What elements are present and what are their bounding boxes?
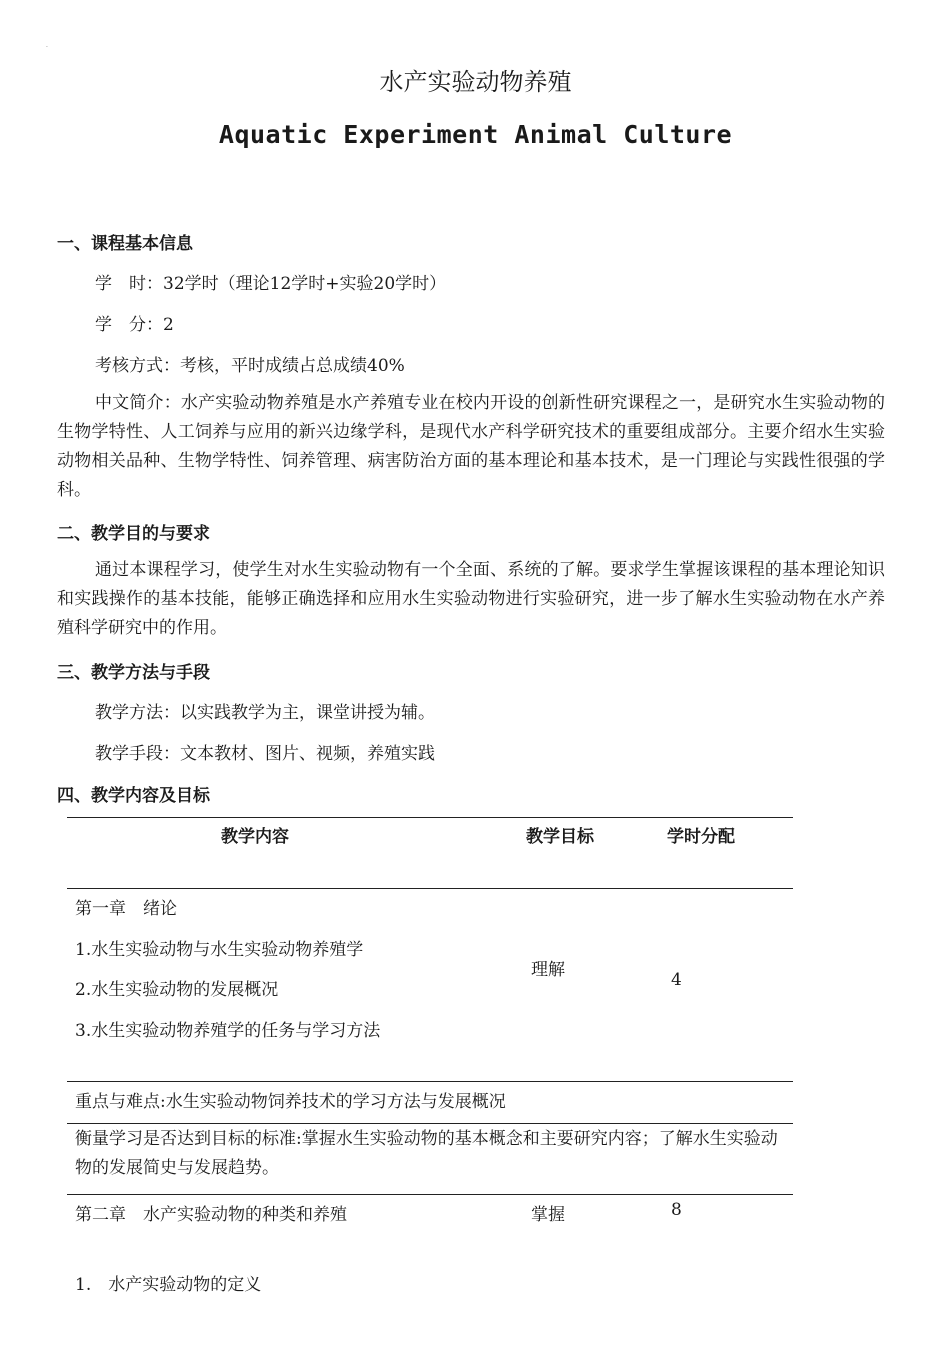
chapter1-title: 第一章 绪论 <box>75 899 177 919</box>
chapter1-item: 3.水生实验动物养殖学的任务与学习方法 <box>75 1021 381 1041</box>
header-content: 教学内容 <box>221 827 289 847</box>
chapter1-key-points: 重点与难点:水生实验动物饲养技术的学习方法与发展概况 <box>75 1092 506 1112</box>
table-row-rule <box>67 1123 793 1124</box>
table-row-rule <box>67 1081 793 1082</box>
teaching-method: 教学方法：以实践教学为主，课堂讲授为辅。 <box>95 703 435 723</box>
page-mark: · <box>46 44 48 51</box>
chapter2-item: 1. 水产实验动物的定义 <box>75 1275 262 1295</box>
chapter2-hours: 8 <box>671 1200 682 1220</box>
section-heading-content: 四、教学内容及目标 <box>57 786 210 806</box>
header-hours: 学时分配 <box>667 827 735 847</box>
section-heading-methods: 三、教学方法与手段 <box>57 663 210 683</box>
chapter2-title: 第二章 水产实验动物的种类和养殖 <box>75 1205 347 1225</box>
objectives-body: 通过本课程学习，使学生对水生实验动物有一个全面、系统的了解。要求学生掌握该课程的基本理论知识和实践操作的基本技能，能够正确选择和应用水生实验动物进行实验研究，进一步了解水生实验动物在水产养殖科学研究中的作用。 <box>57 560 885 638</box>
chapter1-item: 2.水生实验动物的发展概况 <box>75 980 279 1000</box>
course-assessment: 考核方式：考核，平时成绩占总成绩40% <box>95 356 405 376</box>
page-title-english: Aquatic Experiment Animal Culture <box>218 120 733 149</box>
teaching-means: 教学手段：文本教材、图片、视频，养殖实践 <box>95 744 435 764</box>
table-header-rule <box>67 888 793 889</box>
course-credits: 学 分：2 <box>95 315 174 335</box>
chapter2-goal: 掌握 <box>531 1205 565 1225</box>
table-top-rule <box>67 817 793 818</box>
chapter1-standard: 衡量学习是否达到目标的标准:掌握水生实验动物的基本概念和主要研究内容；了解水生实验动物的发展简史与发展趋势。 <box>75 1129 778 1178</box>
chapter1-goal: 理解 <box>531 960 565 980</box>
course-intro: 中文简介：水产实验动物养殖是水产养殖专业在校内开设的创新性研究课程之一，是研究水生实验动物的生物学特性、人工饲养与应用的新兴边缘学科，是现代水产科学研究技术的重要组成部分。主要介绍水生实验动物相关品种、生物学特性、饲养管理、病害防治方面的基本理论和基本技术，是一门理论与实践性很强的学科。 <box>57 393 885 500</box>
page-title-chinese: 水产实验动物养殖 <box>379 68 572 96</box>
section-heading-basic-info: 一、课程基本信息 <box>57 234 193 254</box>
section-heading-objectives: 二、教学目的与要求 <box>57 524 210 544</box>
header-goal: 教学目标 <box>526 827 594 847</box>
table-row-rule <box>67 1194 793 1195</box>
chapter1-hours: 4 <box>671 970 682 990</box>
course-hours: 学 时：32学时（理论12学时+实验20学时） <box>95 274 447 294</box>
chapter1-item: 1.水生实验动物与水生实验动物养殖学 <box>75 940 364 960</box>
